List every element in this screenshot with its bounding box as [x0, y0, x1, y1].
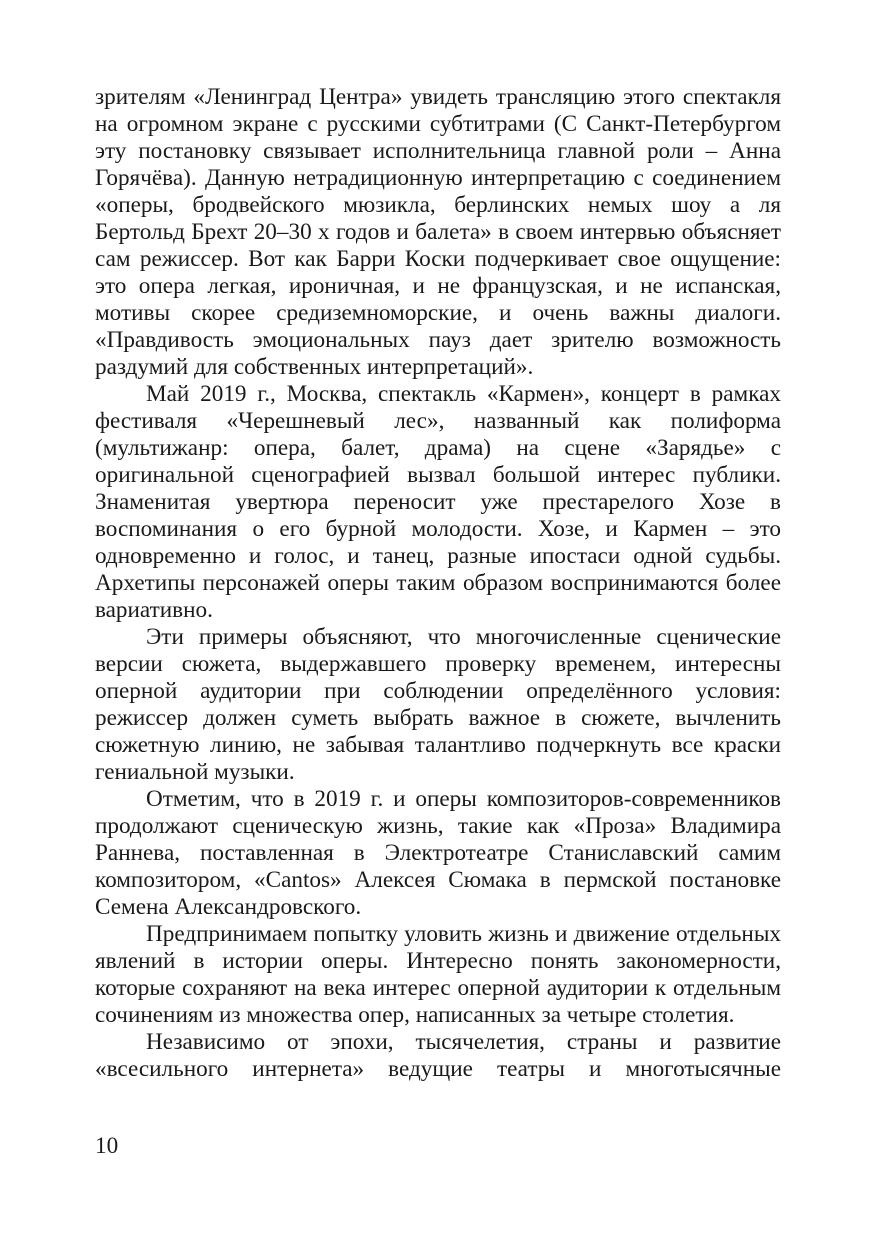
paragraph-5: Предпринимаем попытку уловить жизнь и движение отдельных явлений в истории оперы. Интересно понять закономерности, которые сохраняют на века интерес оперной аудитории к отдельным сочинениям из множества опер, написанных за четыре столетия.: [95, 921, 781, 1028]
body-text: [95, 84, 781, 1083]
paragraph-6: Независимо от эпохи, тысячелетия, страны и развитие «всесильного интернета» ведущие театры и многотысячные: [95, 1029, 781, 1082]
paragraph-2: Май 2019 г., Москва, спектакль «Кармен», концерт в рамках фестиваля «Черешневый лес», названный как полиформа (мультижанр: опера, балет, драма) на сцене «Зарядье» с оригинальной сценографией вызвал большой интерес публики. Знаменитая увертюра переносит уже престарелого Хозе в воспоминания о его бурной молодости. Хозе, и Кармен – это одновременно и голос, и танец, разные ипостаси одной судьбы. Архетипы персонажей оперы таким образом воспринимаются более вариативно.: [95, 381, 781, 623]
page-number: 10: [95, 1133, 119, 1159]
paragraph-3: Эти примеры объясняют, что многочисленные сценические версии сюжета, выдержавшего проверку временем, интересны оперной аудитории при соблюдении определённого условия: режиссер должен суметь выбрать важное в сюжете, вычленить сюжетную линию, не забывая талантливо подчеркнуть все краски гениальной музыки.: [95, 624, 781, 785]
paragraph-4: Отметим, что в 2019 г. и оперы композиторов-современников продолжают сценическую жизнь, такие как «Проза» Владимира Раннева, поставленная в Электротеатре Станиславский самим композитором, «Cantos» Алексея Сюмака в пермской постановке Семена Александровского.: [95, 786, 781, 920]
paragraph-1: зрителям «Ленинград Центра» увидеть трансляцию этого спектакля на огромном экране с русскими субтитрами (С Санкт-Петербургом эту постановку связывает исполнительница главной роли – Анна Горячёва). Данную нетрадиционную интерпретацию с соединением «оперы, бродвейского мюзикла, берлинских немых шоу а ля Бертольд Брехт 20–30 х годов и балета» в своем интервью объясняет сам режиссер. Вот как Барри Коски подчеркивает свое ощущение: это опера легкая, ироничная, и не французская, и не испанская, мотивы скорее средиземноморские, и очень важны диалоги. «Правдивость эмоциональных пауз дает зрителю возможность раздумий для собственных интерпретаций».: [95, 84, 781, 380]
